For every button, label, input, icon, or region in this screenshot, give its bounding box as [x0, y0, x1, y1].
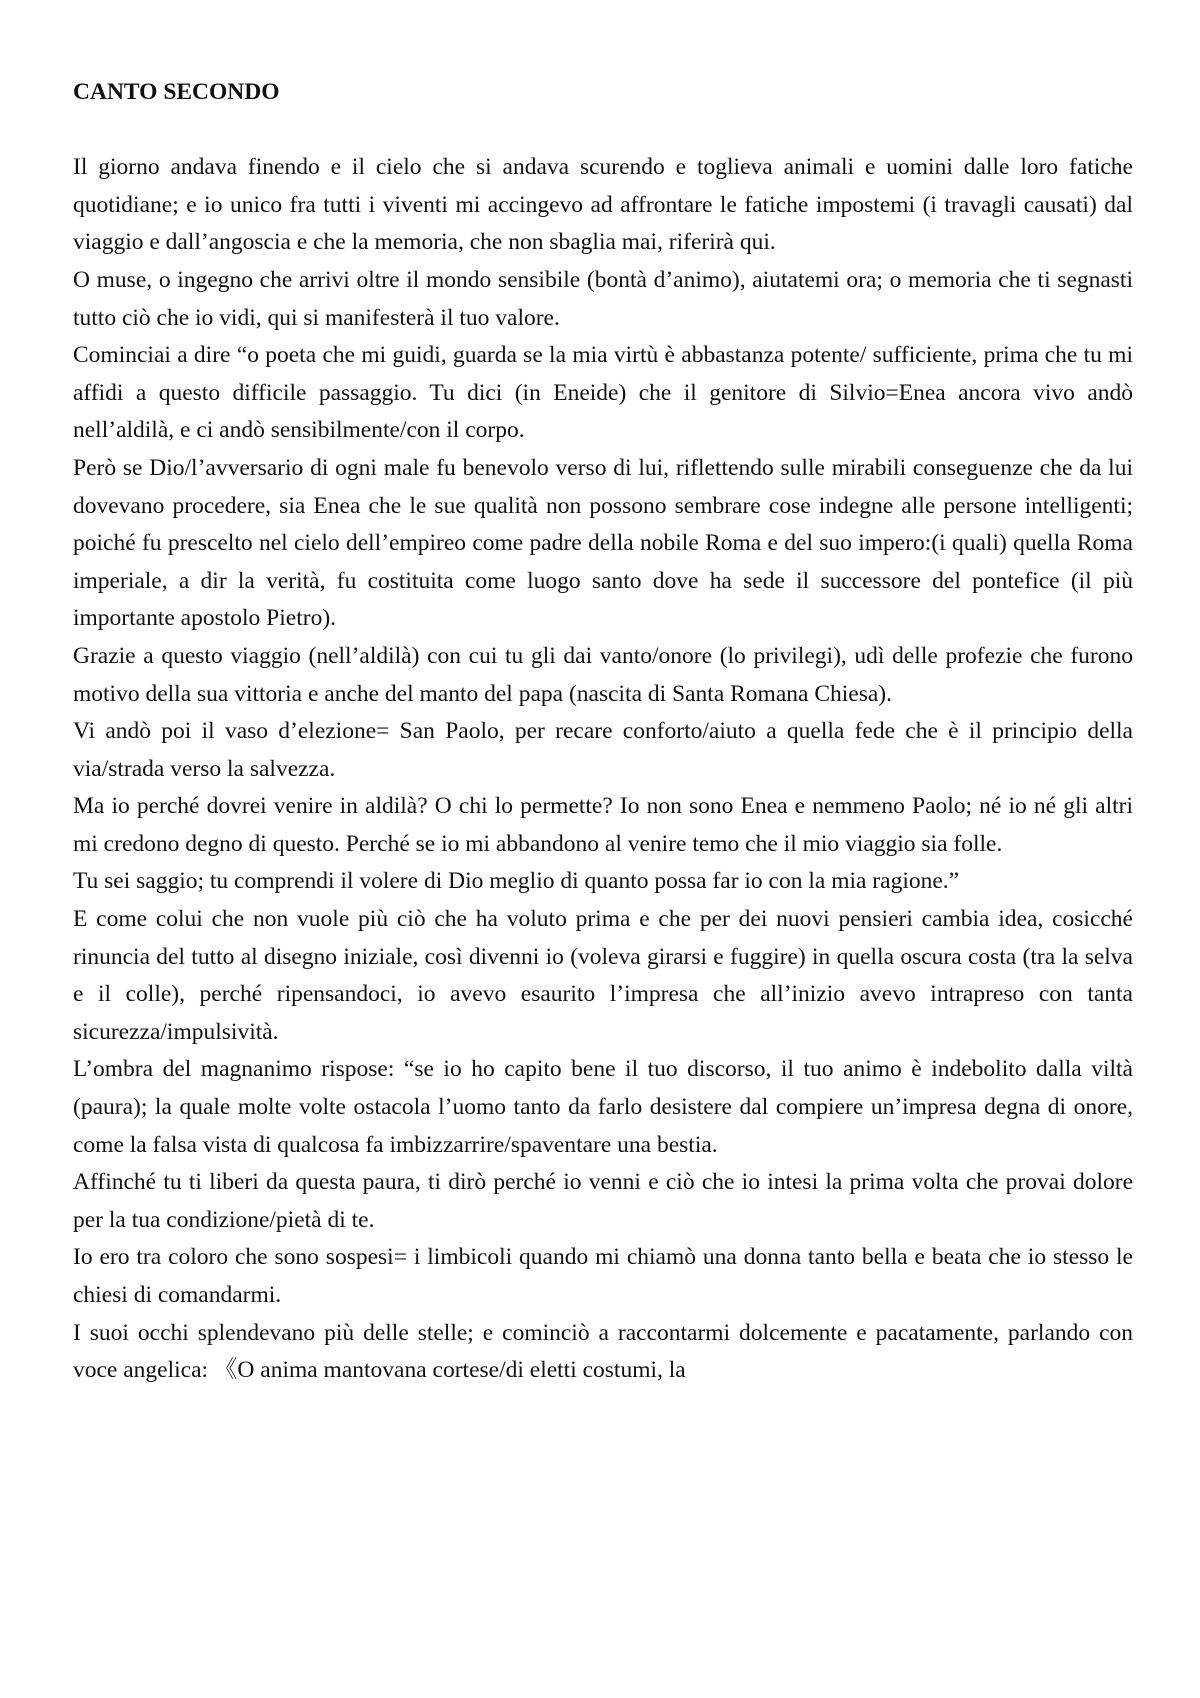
paragraph-1: Il giorno andava finendo e il cielo che si andava scurendo e toglieva animali e uomini dalle loro fatiche quotidiane; e io unico fra tutti i viventi mi accingevo ad affrontare le fatiche impostemi (i travagli causati) dal viaggio e dall’angoscia e che la memoria, che non sbaglia mai, riferirà qui.: [73, 154, 1133, 256]
paragraph-2: O muse, o ingegno che arrivi oltre il mondo sensibile (bontà d’animo), aiutatemi ora; o memoria che ti segnasti tutto ciò che io vidi, qui si manifesterà il tuo valore.: [73, 266, 1133, 331]
paragraph-3: Cominciai a dire “o poeta che mi guidi, guarda se la mia virtù è abbastanza potente/ sufficiente, prima che tu mi affidi a questo difficile passaggio. Tu dici (in Eneide) che il genitore di Silvio=Enea ancora vivo andò nell’aldilà, e ci andò sensibilmente/con il corpo.: [73, 342, 1133, 444]
paragraph-6: Vi andò poi il vaso d’elezione= San Paolo, per recare conforto/aiuto a quella fede che è il principio della via/strada verso la salvezza.: [73, 718, 1133, 782]
paragraph-12: Io ero tra coloro che sono sospesi= i limbicoli quando mi chiamò una donna tanto bella e beata che io stesso le chiesi di comandarmi.: [73, 1244, 1133, 1308]
paragraph-10: L’ombra del magnanimo rispose: “se io ho capito bene il tuo discorso, il tuo animo è indebolito dalla viltà (paura); la quale molte volte ostacola l’uomo tanto da farlo desistere dal compiere un’impresa degna di onore, come la falsa vista di qualcosa fa imbizzarrire/spaventare una bestia.: [73, 1056, 1133, 1158]
paragraph-5: Grazie a questo viaggio (nell’aldilà) con cui tu gli dai vanto/onore (lo privilegi), udì delle profezie che furono motivo della sua vittoria e anche del manto del papa (nascita di Santa Romana Chiesa).: [73, 642, 1133, 707]
paragraph-13: I suoi occhi splendevano più delle stelle; e cominciò a raccontarmi dolcemente e pacatamente, parlando con voce angelica: 《O anima mantovana cortese/di eletti costumi, la: [73, 1319, 1133, 1384]
paragraph-8: Tu sei saggio; tu comprendi il volere di Dio meglio di quanto possa far io con la mia ragione.”: [73, 868, 960, 895]
title-spacer: [73, 112, 1133, 150]
paragraph-9: E come colui che non vuole più ciò che ha voluto prima e che per dei nuovi pensieri cambia idea, cosicché rinuncia del tutto al disegno iniziale, così divenni io (voleva girarsi e fuggire) in quella oscura costa (tra la selva e il colle), perché ripensandoci, io avevo esaurito l’impresa che all’inizio avevo intrapreso con tanta sicurezza/impulsività.: [73, 906, 1133, 1045]
paragraph-11: Affinché tu ti liberi da questa paura, ti dirò perché io venni e ciò che io intesi la prima volta che provai dolore per la tua condizione/pietà di te.: [73, 1169, 1133, 1233]
paragraph-7: Ma io perché dovrei venire in aldilà? O chi lo permette? Io non sono Enea e nemmeno Paolo; né io né gli altri mi credono degno di questo. Perché se io mi abbandono al venire temo che il mio viaggio sia folle.: [73, 793, 1133, 857]
document-title: CANTO SECONDO: [73, 79, 280, 105]
document-page: [73, 74, 1133, 1390]
paragraph-4: Però se Dio/l’avversario di ogni male fu benevolo verso di lui, riflettendo sulle mirabili conseguenze che da lui dovevano procedere, sia Enea che le sue qualità non possono sembrare cose indegne alle persone intelligenti; poiché fu prescelto nel cielo dell’empireo come padre della nobile Roma e del suo impero:(i quali) quella Roma imperiale, a dir la verità, fu costituita come luogo santo dove ha sede il successore del pontefice (il più importante apostolo Pietro).: [73, 454, 1133, 632]
